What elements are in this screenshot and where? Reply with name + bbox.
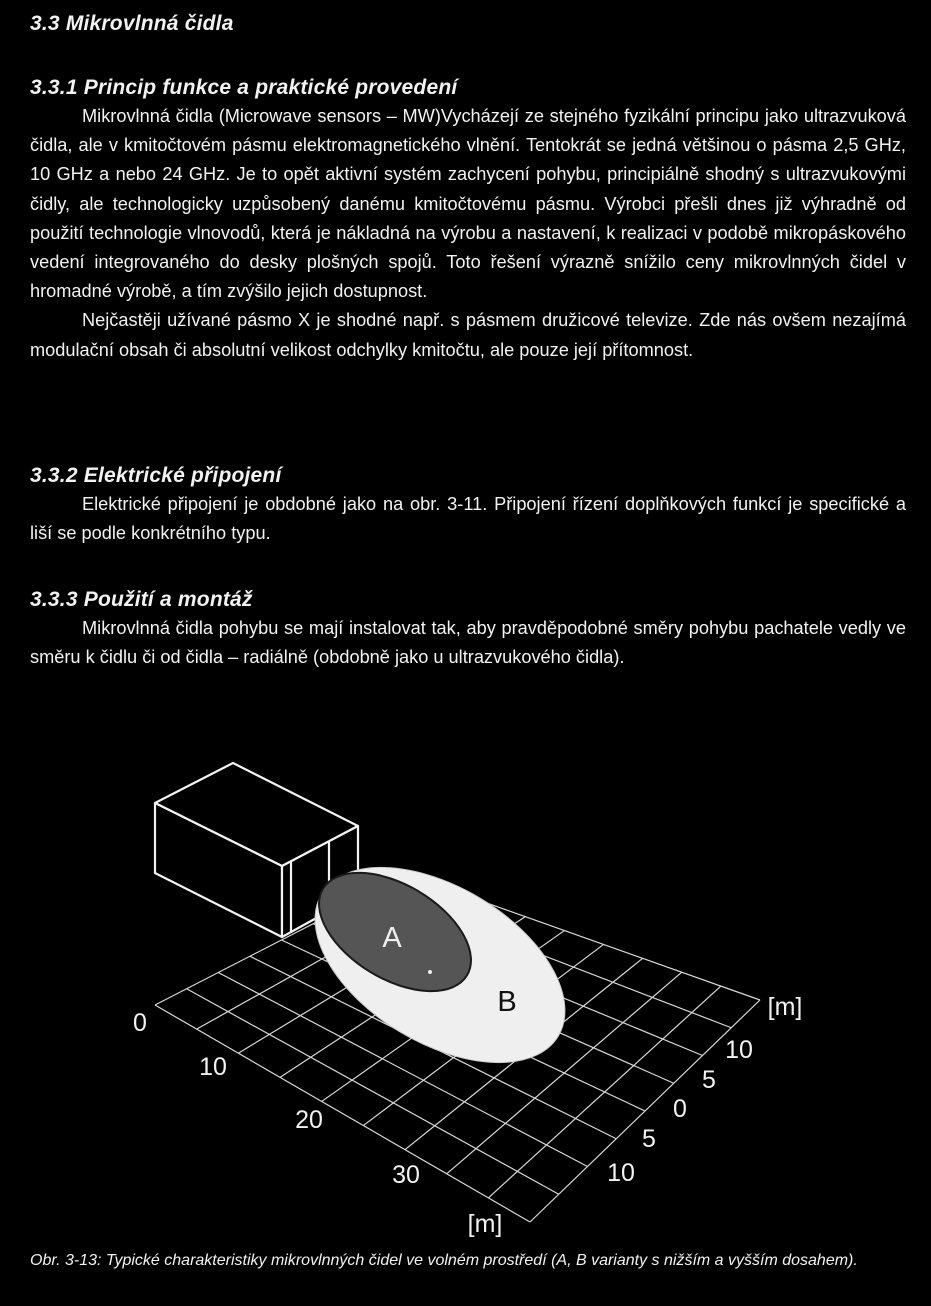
paragraph: Mikrovlnná čidla (Microwave sensors – MW)Vycházejí ze stejného fyzikální principu jako ultrazvuková čidla, ale v kmitočtovém pásmu elektromagnetického vlnění. Tentokrát se jedná většinou o pásma 2,5 GHz, 10 GHz a nebo 24 GHz. Je to opět aktivní systém zachycení pohybu, principiálně shodný s ultrazvukovými čidly, ale technologicky uzpůsobený danému kmitočtovému pásmu. Výrobci přešli dnes již výhradně od použití technologie vlnovodů, která je nákladná na výrobu a nastavení, k realizaci v podobě mikropáskového vedení integrovaného do desky plošných spojů. Toto řešení výrazně snížilo ceny mikrovlnných čidel v hromadné výrobě, a tím zvýšilo jejich dostupnost. [30,106,906,302]
paragraph: Mikrovlnná čidla pohybu se mají instalovat tak, aby pravděpodobné směry pohybu pachatele vedly ve směru k čidlu či od čidla – radiálně (obdobně jako u ultrazvukového čidla). [30,618,906,668]
width-tick-label: 0 [673,1095,687,1123]
width-unit-label: [m] [767,993,803,1021]
zone-a-marker [428,970,432,974]
subsection-heading: 3.3.1 Princip funkce a praktické provedení [30,76,458,99]
depth-tick-label: 0 [133,1009,147,1037]
figure-caption: Obr. 3-13: Typické charakteristiky mikrovlnných čidel ve volném prostředí (A, B varianty s nižším a vyšším dosahem). [30,1252,858,1269]
depth-unit-label: [m] [467,1210,503,1238]
depth-tick-label: 20 [295,1106,323,1134]
width-tick-label: 5 [702,1066,716,1094]
subsection-installation [30,588,906,672]
subsection-principle [30,76,906,365]
width-tick-label: 10 [725,1036,753,1064]
subsection-electrical [30,464,906,548]
subsection-heading: 3.3.3 Použití a montáž [30,588,253,611]
detection-pattern-diagram [0,740,931,1250]
paragraph: Elektrické připojení je obdobné jako na obr. 3-11. Připojení řízení doplňkových funkcí je specifické a liší se podle konkrétního typu. [30,494,906,544]
width-tick-label: 5 [642,1125,656,1153]
subsection-heading: 3.3.2 Elektrické připojení [30,464,282,487]
depth-tick-label: 10 [199,1053,227,1081]
depth-tick-label: 30 [392,1161,420,1189]
paragraph: Nejčastěji užívané pásmo X je shodné např. s pásmem družicové televize. Zde nás ovšem nezajímá modulační obsah či absolutní velikost odchylky kmitočtu, ale pouze její přítomnost. [30,310,906,360]
detection-pattern-figure [0,740,931,1250]
width-tick-label: 10 [607,1159,635,1187]
zone-b-label: B [497,986,517,1018]
section-heading: 3.3 Mikrovlnná čidla [30,12,234,35]
zone-a-label: A [382,922,402,954]
